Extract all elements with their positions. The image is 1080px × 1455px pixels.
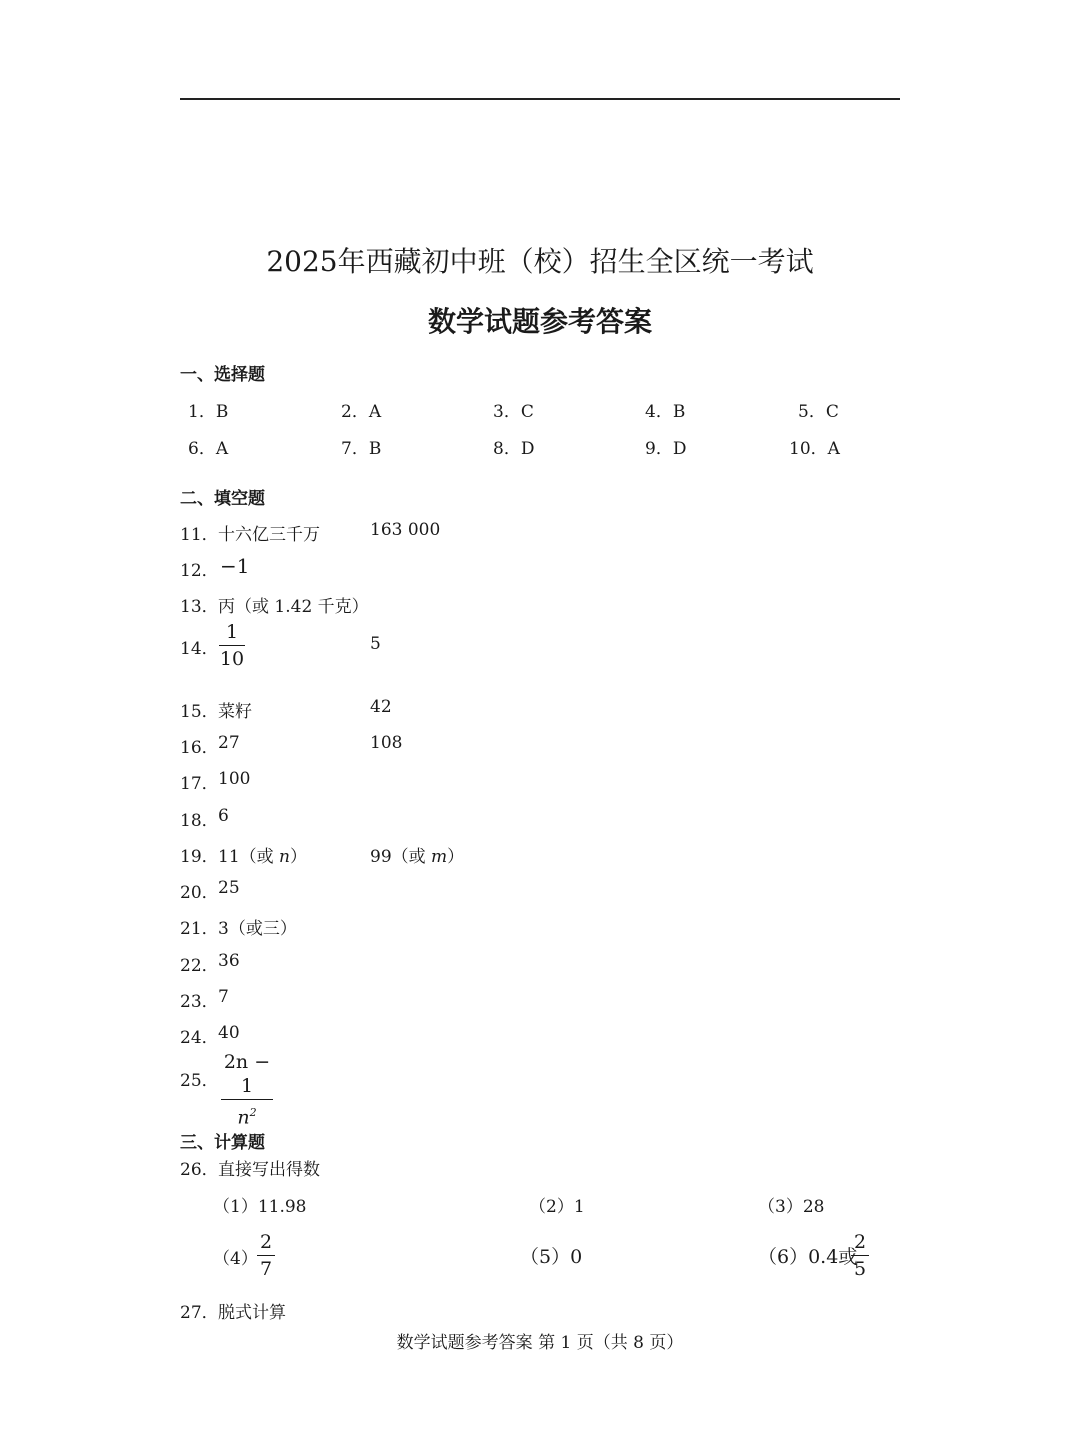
question-number: 20．: [180, 883, 219, 903]
question-number: 15．: [180, 702, 219, 722]
choice-answer: 8．D: [493, 439, 535, 459]
answer-text: 25: [218, 878, 240, 898]
question-number: 27．: [180, 1303, 219, 1323]
question-number: 13．: [180, 597, 219, 617]
answer-text: [370, 842, 464, 867]
question-number: 14．: [180, 639, 219, 659]
fraction-bar: [219, 645, 245, 646]
choice-answer: 3．C: [493, 402, 534, 422]
fraction-denominator: [221, 1101, 273, 1129]
sub-answer: （3）28: [758, 1197, 825, 1217]
answer-text: 40: [218, 1023, 240, 1043]
fraction-bar: [851, 1255, 869, 1256]
answer-text: 108: [370, 733, 403, 753]
sub-answer-label: （4）: [213, 1249, 258, 1269]
choice-answer: 2．A: [341, 402, 382, 422]
fraction: [851, 1230, 869, 1281]
fraction-denominator: 7: [259, 1258, 273, 1280]
fraction-denominator: 5: [853, 1258, 867, 1280]
question-label: 脱式计算: [218, 1303, 286, 1323]
choice-answer: 9．D: [645, 439, 687, 459]
choice-answer: 7．B: [341, 439, 382, 459]
question-number: 24．: [180, 1028, 219, 1048]
question-number: 25．: [180, 1071, 219, 1091]
question-number: 12．: [180, 561, 219, 581]
section-calc-heading: 三、计算题: [180, 1133, 265, 1153]
fraction-numerator: 2: [853, 1231, 867, 1253]
question-number: 22．: [180, 956, 219, 976]
fraction: [221, 1050, 273, 1129]
choice-answer: 4．B: [645, 402, 686, 422]
question-number: 11．: [180, 525, 219, 545]
denominator-exponent: 2: [249, 1106, 257, 1119]
answer-text: 5: [370, 634, 381, 654]
answer-text: 十六亿三千万: [218, 525, 320, 545]
answer-text: 丙（或 1.42 千克）: [218, 597, 369, 617]
answer-text: −1: [220, 554, 250, 578]
answer-text: 7: [218, 987, 229, 1007]
exam-title: 2025年西藏初中班（校）招生全区统一考试: [266, 245, 814, 278]
question-number: 16．: [180, 738, 219, 758]
sub-answer-label: （6）0.4或: [758, 1246, 858, 1268]
answer-text: 163 000: [370, 520, 441, 540]
fraction-numerator: 1: [225, 621, 239, 643]
question-number: 26．: [180, 1160, 219, 1180]
answer-prefix: 11（或: [218, 847, 280, 867]
fraction: [219, 620, 245, 671]
fraction-numerator: 2n − 1: [223, 1051, 271, 1097]
answer-text: 36: [218, 951, 240, 971]
sub-answer: （5）0: [520, 1246, 583, 1268]
answer-text: [218, 842, 307, 867]
sub-answer: （2）1: [529, 1197, 585, 1217]
question-label: 直接写出得数: [218, 1160, 320, 1180]
page-footer: 数学试题参考答案 第 1 页（共 8 页）: [396, 1333, 684, 1353]
variable: m: [431, 847, 448, 867]
answer-prefix: 99（或: [370, 847, 432, 867]
header-rule: [180, 98, 900, 100]
answer-text: 42: [370, 697, 392, 717]
question-number: 18．: [180, 811, 219, 831]
answer-text: 27: [218, 733, 240, 753]
fraction-bar: [221, 1099, 273, 1100]
answer-text: 100: [218, 769, 251, 789]
fraction-denominator: 10: [219, 648, 245, 670]
question-number: 17．: [180, 774, 219, 794]
choice-answer: 5．C: [798, 402, 839, 422]
denominator-base: n: [237, 1106, 250, 1129]
answer-text: 菜籽: [218, 702, 252, 722]
choice-answer: 1．B: [188, 402, 229, 422]
variable: n: [279, 847, 290, 867]
fraction-bar: [257, 1255, 275, 1256]
question-number: 19．: [180, 847, 219, 867]
sub-answer: （1）11.98: [213, 1197, 307, 1217]
answer-text: 6: [218, 806, 229, 826]
answer-key-title: 数学试题参考答案: [427, 305, 652, 338]
choice-answer: 10．A: [789, 439, 840, 459]
question-number: 21．: [180, 919, 219, 939]
fraction-numerator: 2: [259, 1231, 273, 1253]
answer-suffix: ）: [447, 847, 465, 867]
answer-text: 3（或三）: [218, 919, 297, 939]
section-choice-heading: 一、选择题: [180, 365, 265, 385]
choice-answer: 6．A: [188, 439, 229, 459]
section-fill-heading: 二、填空题: [180, 489, 265, 509]
fraction: [257, 1230, 275, 1281]
answer-suffix: ）: [290, 847, 307, 867]
question-number: 23．: [180, 992, 219, 1012]
